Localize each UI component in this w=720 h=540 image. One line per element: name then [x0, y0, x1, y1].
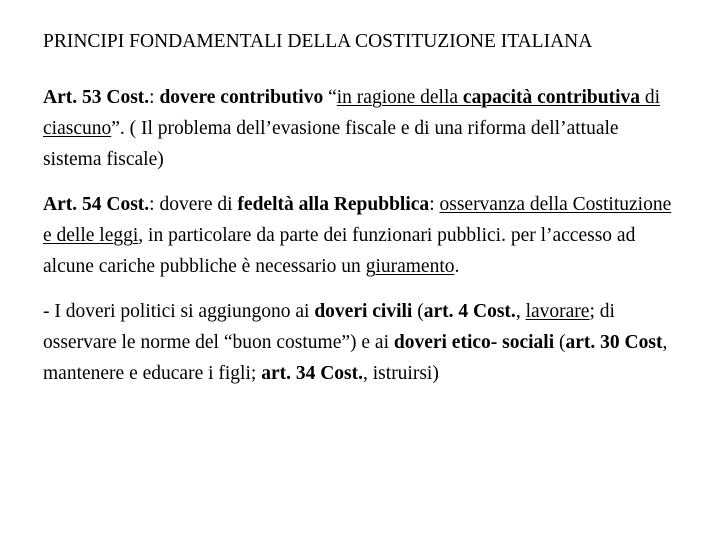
text-segment: ( — [412, 301, 424, 322]
page-title: PRINCIPI FONDAMENTALI DELLA COSTITUZIONE ITALIANA — [43, 31, 593, 52]
text-segment: in ragione della — [336, 87, 463, 108]
text-segment: : — [429, 194, 440, 215]
text-segment: , mantenere e educare i figli; — [43, 332, 668, 384]
text-segment: : dovere di — [149, 194, 238, 215]
text-segment: , in particolare da parte dei funzionari pubblici. per l’accesso ad alcune cariche pubbliche è necessario un — [43, 225, 636, 277]
text-segment: ( — [554, 332, 566, 353]
key-term: fedeltà alla Repubblica — [237, 194, 430, 215]
text-segment: - I doveri politici si aggiungono ai — [43, 301, 315, 322]
duty-term: dovere contributivo — [159, 87, 324, 108]
text-segment: : — [149, 87, 160, 108]
underlined-phrase: lavorare — [525, 301, 590, 322]
text-segment: ; di osservare le norme del “buon costume”) e ai — [43, 301, 615, 353]
underlined-phrase: giuramento — [365, 256, 455, 277]
key-term: doveri civili — [314, 301, 413, 322]
text-segment: . — [454, 256, 460, 277]
article-ref: Art. 53 Cost. — [43, 87, 150, 108]
key-term: capacità contributiva — [462, 87, 641, 108]
text-segment: “ — [323, 87, 337, 108]
paragraph-political-duties — [43, 296, 673, 389]
key-term: doveri etico- sociali — [393, 332, 555, 353]
article-ref: art. 4 Cost. — [423, 301, 516, 322]
text-segment: , — [515, 301, 526, 322]
text-segment: ”. ( Il problema dell’evasione fiscale e di una riforma dell’attuale sistema fiscale) — [43, 118, 619, 170]
article-ref: Art. 54 Cost. — [43, 194, 150, 215]
slide-content — [43, 26, 673, 389]
paragraph-art-54 — [43, 189, 673, 282]
underlined-phrase: osservanza della Costituzione e delle leggi — [43, 194, 672, 246]
article-ref: art. 34 Cost. — [261, 363, 364, 384]
paragraph-art-53 — [43, 82, 673, 175]
text-segment: , istruirsi) — [363, 363, 439, 384]
article-ref: art. 30 Cost — [565, 332, 663, 353]
text-segment: di ciascuno — [43, 87, 661, 139]
